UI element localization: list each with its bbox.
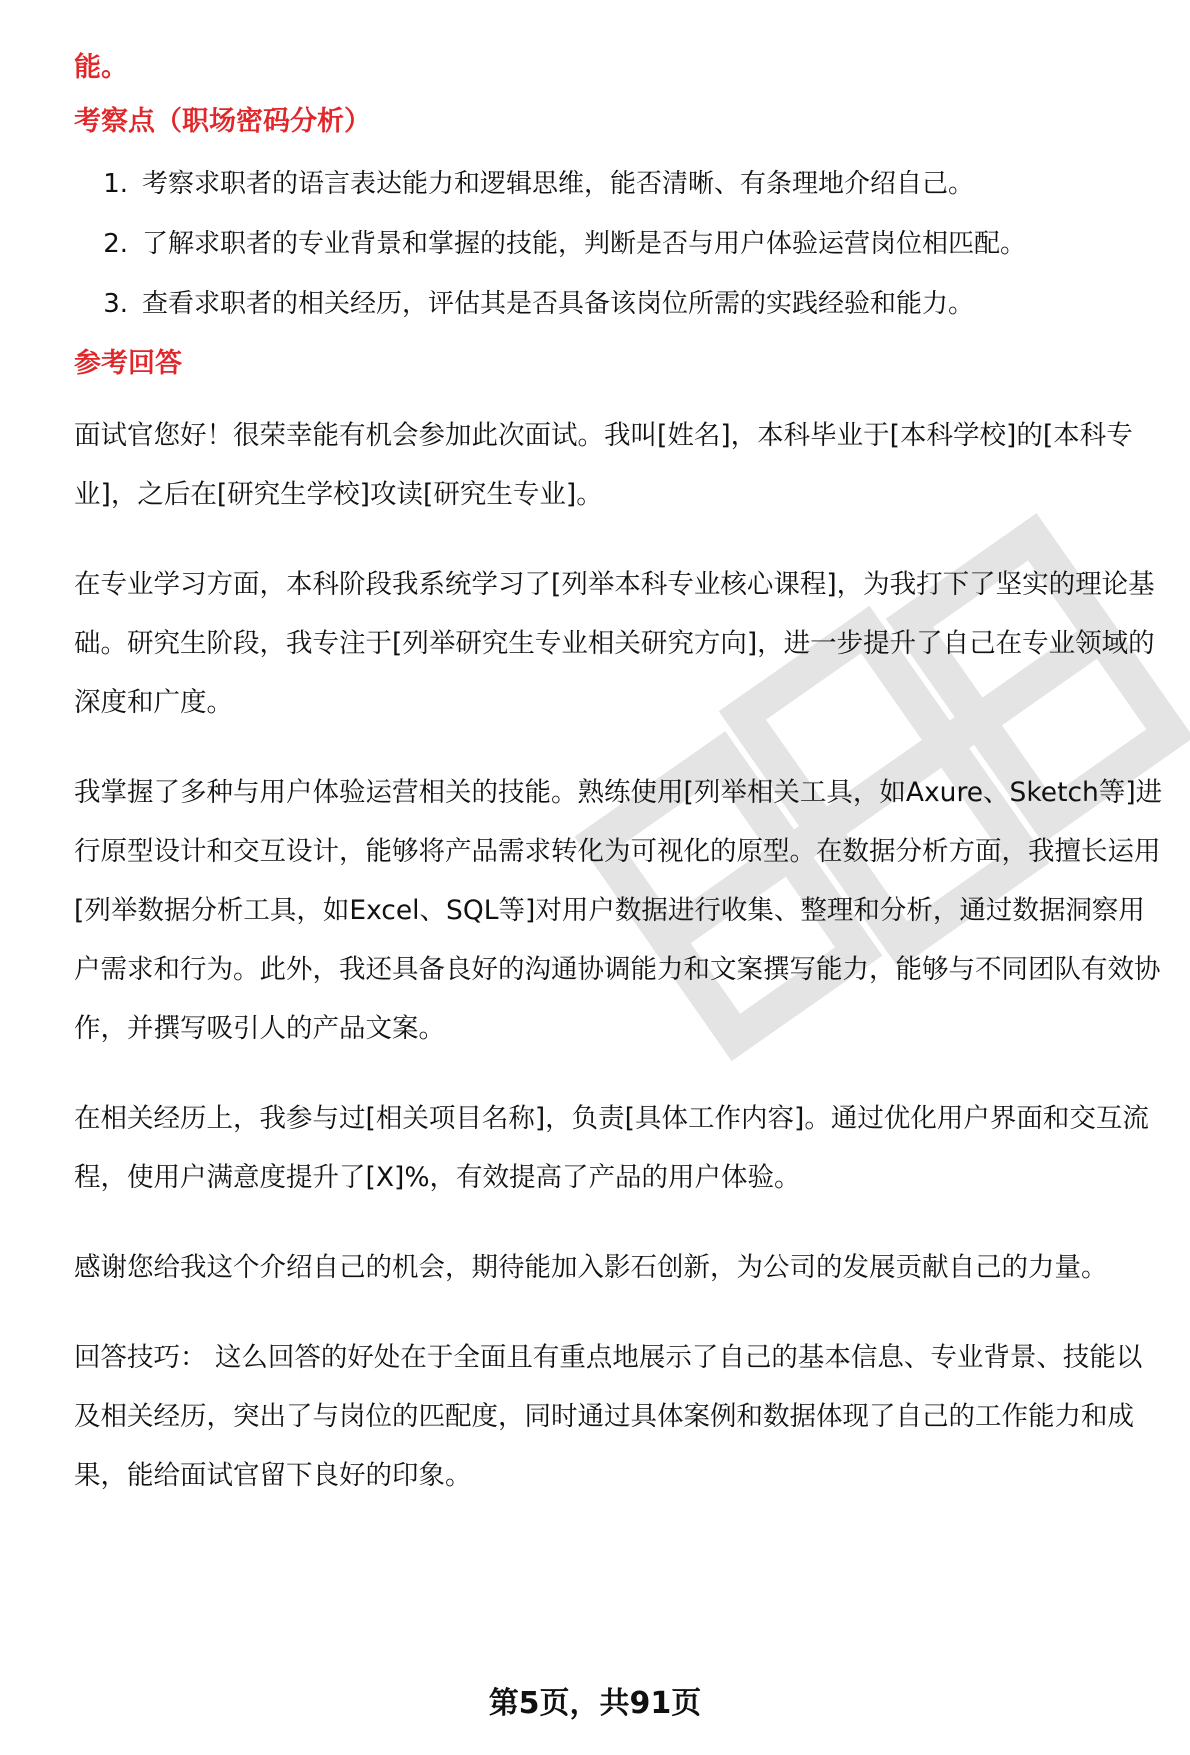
answer-tip-paragraph: 回答技巧： 这么回答的好处在于全面且有重点地展示了自己的基本信息、专业背景、技能以及相关经历，突出了与岗位的匹配度，同时通过具体案例和数据体现了自己的工作能力和成果，能给面试官留下良好的印象。 [74,1342,1143,1491]
main-content [74,48,1164,1536]
section-heading-points: 考察点（职场密码分析） [74,106,371,137]
list-item [74,224,1164,264]
answer-paragraph: 面试官您好！很荣幸能有机会参加此次面试。我叫[姓名]，本科毕业于[本科学校]的[本科专业]，之后在[研究生学校]攻读[研究生专业]。 [74,420,1133,510]
previous-text-fragment: 能。 [74,52,128,83]
list-item-number: 1. [103,169,128,199]
list-item [74,284,1164,324]
list-item-text: 了解求职者的专业背景和掌握的技能，判断是否与用户体验运营岗位相匹配。 [142,229,1027,259]
answer-paragraph: 我掌握了多种与用户体验运营相关的技能。熟练使用[列举相关工具，如Axure、Sketch等]进行原型设计和交互设计，能够将产品需求转化为可视化的原型。在数据分析方面，我擅长运用[列举数据分析工具，如Excel、SQL等]对用户数据进行收集、整理和分析，通过数据洞察用户需求和行为。此外，我还具备良好的沟通协调能力和文案撰写能力，能够与不同团队有效协作，并撰写吸引人的产品文案。 [74,777,1163,1044]
answer-paragraph: 在专业学习方面，本科阶段我系统学习了[列举本科专业核心课程]，为我打下了坚实的理论基础。研究生阶段，我专注于[列举研究生专业相关研究方向]，进一步提升了自己在专业领域的深度和广度。 [74,569,1155,718]
list-item-text: 查看求职者的相关经历，评估其是否具备该岗位所需的实践经验和能力。 [142,289,975,319]
section-heading-answer: 参考回答 [74,348,182,379]
answer-paragraph: 在相关经历上，我参与过[相关项目名称]，负责[具体工作内容]。通过优化用户界面和交互流程，使用户满意度提升了[X]%，有效提高了产品的用户体验。 [74,1103,1149,1193]
page-number-footer: 第5页，共91页 [488,1686,702,1721]
points-list [74,164,1164,324]
list-item-number: 3. [103,289,128,319]
list-item-number: 2. [103,229,128,259]
list-item-text: 考察求职者的语言表达能力和逻辑思维，能否清晰、有条理地介绍自己。 [142,169,975,199]
answer-paragraph: 感谢您给我这个介绍自己的机会，期待能加入影石创新，为公司的发展贡献自己的力量。 [74,1252,1108,1283]
list-item [74,164,1164,204]
